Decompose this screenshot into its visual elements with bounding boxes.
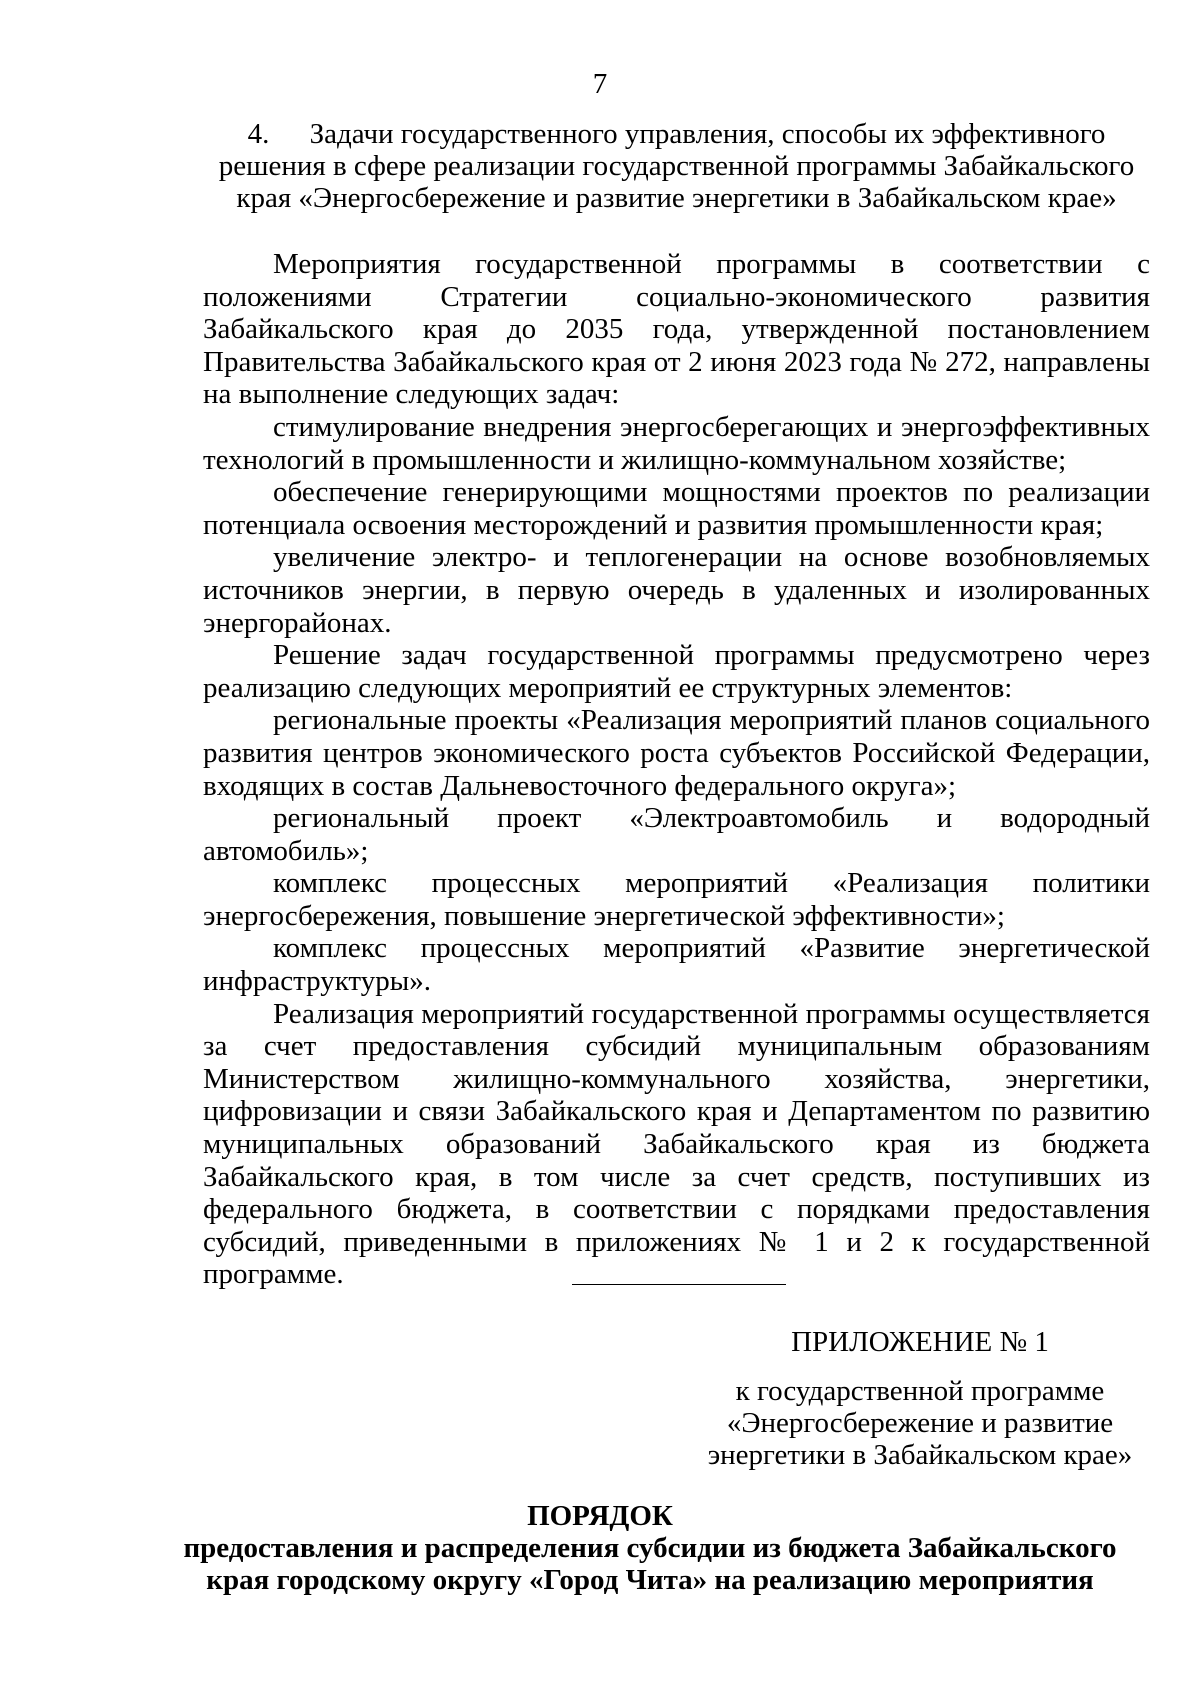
section-heading-line-1 <box>203 118 1150 150</box>
section-title-line-2: решения в сфере реализации государственной программы Забайкальского <box>218 150 1135 182</box>
paragraph-financing: Реализация мероприятий государственной программы осуществляется за счет предоставления субсидий муниципальным образованиям Министерством жилищно-коммунального хозяйства, энергетики, цифровизации и связи Забайкальского края и Департаментом по развитию муниципальных образований Забайкальского края из бюджета Забайкальского края, в том числе за счет средств, поступивших из федерального бюджета, в соответствии с порядками предоставления субсидий, приведенными в приложениях № 1 и 2 к государственной программе. <box>203 997 1150 1291</box>
paragraph-element-1: региональные проекты «Реализация мероприятий планов социального развития центров экономического роста субъектов Российской Федерации, входящих в состав Дальневосточного федерального округа»; <box>203 704 1150 802</box>
paragraph-element-2: региональный проект «Электроавтомобиль и водородный автомобиль»; <box>203 802 1150 867</box>
order-subtitle-line-2: края городскому округу «Город Чита» на реализацию мероприятия <box>206 1564 1094 1596</box>
paragraph-element-4: комплекс процессных мероприятий «Развитие энергетической инфраструктуры». <box>203 932 1150 998</box>
appendix-reference <box>700 1375 1140 1471</box>
paragraph-intro: Мероприятия государственной программы в соответствии с положениями Стратегии социально-экономического развития Забайкальского края до 2035 года, утвержденной постановлением Правительства Забайкальского края от 2 июня 2023 года № 272, направлены на выполнение следующих задач: <box>203 248 1150 411</box>
paragraph-task-2: обеспечение генерирующими мощностями проектов по реализации потенциала освоения месторождений и развития промышленности края; <box>203 476 1150 541</box>
section-heading <box>203 118 1150 214</box>
paragraph-element-3: комплекс процессных мероприятий «Реализация политики энергосбережения, повышение энергетической эффективности»; <box>203 867 1150 932</box>
section-title-line-3: края «Энергосбережение и развитие энергетики в Забайкальском крае» <box>236 182 1117 214</box>
appendix-reference-line-1: к государственной программе <box>735 1375 1105 1407</box>
order-subtitle-line-1: предоставления и распределения субсидии из бюджета Забайкальского <box>183 1532 1117 1564</box>
body-text <box>203 248 1150 1291</box>
paragraph-solution: Решение задач государственной программы предусмотрено через реализацию следующих мероприятий ее структурных элементов: <box>203 639 1150 704</box>
paragraph-task-1: стимулирование внедрения энергосберегающих и энергоэффективных технологий в промышленности и жилищно-коммунальном хозяйстве; <box>203 410 1150 476</box>
paragraph-task-3: увеличение электро- и теплогенерации на основе возобновляемых источников энергии, в первую очередь в удаленных и изолированных энергорайонах. <box>203 541 1150 639</box>
appendix-title: ПРИЛОЖЕНИЕ № 1 <box>791 1326 1049 1358</box>
order-title: ПОРЯДОК <box>527 1500 673 1532</box>
section-number: 4. <box>247 118 270 150</box>
section-separator-line <box>572 1284 786 1285</box>
order-subtitle <box>150 1532 1150 1596</box>
appendix-reference-line-2: «Энергосбережение и развитие <box>726 1407 1114 1439</box>
appendix-reference-line-3: энергетики в Забайкальском крае» <box>707 1439 1133 1471</box>
page-number: 7 <box>592 68 608 100</box>
section-title-line-1: Задачи государственного управления, способы их эффективного <box>309 118 1106 150</box>
